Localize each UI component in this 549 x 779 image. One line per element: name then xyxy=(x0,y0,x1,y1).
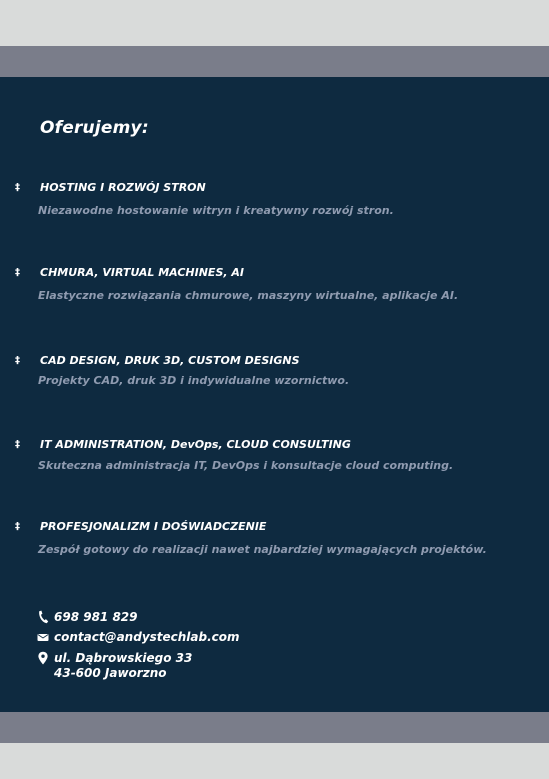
offer-description: Skuteczna administracja IT, DevOps i konsultacje cloud computing. xyxy=(38,459,454,472)
offer-title: CAD DESIGN, DRUK 3D, CUSTOM DESIGNS xyxy=(40,354,300,367)
bullet-marker: ‡ xyxy=(15,182,20,193)
phone-number[interactable]: 698 981 829 xyxy=(54,610,138,624)
contact-phone-row xyxy=(37,610,138,624)
bottom-band xyxy=(0,712,549,743)
phone-icon xyxy=(37,610,49,624)
address-city: 43-600 Jaworzno xyxy=(54,666,167,680)
offer-description: Niezawodne hostowanie witryn i kreatywny rozwój stron. xyxy=(38,204,394,217)
contact-email-row xyxy=(37,630,240,644)
contact-address-row xyxy=(37,651,192,681)
page-heading: Oferujemy: xyxy=(40,118,149,138)
bullet-marker: ‡ xyxy=(15,267,20,278)
offer-title: HOSTING I ROZWÓJ STRON xyxy=(40,181,206,194)
map-pin-icon xyxy=(37,651,49,665)
bullet-marker: ‡ xyxy=(15,355,20,366)
offer-title: IT ADMINISTRATION, DevOps, CLOUD CONSULTING xyxy=(40,438,351,451)
email-address[interactable]: contact@andystechlab.com xyxy=(54,630,240,644)
offer-description: Elastyczne rozwiązania chmurowe, maszyny wirtualne, aplikacje AI. xyxy=(38,289,459,302)
address-street: ul. Dąbrowskiego 33 xyxy=(54,651,193,665)
offer-description: Zespół gotowy do realizacji nawet najbardziej wymagających projektów. xyxy=(38,543,487,556)
offer-title: CHMURA, VIRTUAL MACHINES, AI xyxy=(40,266,244,279)
offer-description: Projekty CAD, druk 3D i indywidualne wzornictwo. xyxy=(38,374,350,387)
bullet-marker: ‡ xyxy=(15,439,20,450)
offer-title: PROFESJONALIZM I DOŚWIADCZENIE xyxy=(40,520,267,533)
top-band xyxy=(0,46,549,77)
envelope-icon xyxy=(37,630,49,644)
bullet-marker: ‡ xyxy=(15,521,20,532)
